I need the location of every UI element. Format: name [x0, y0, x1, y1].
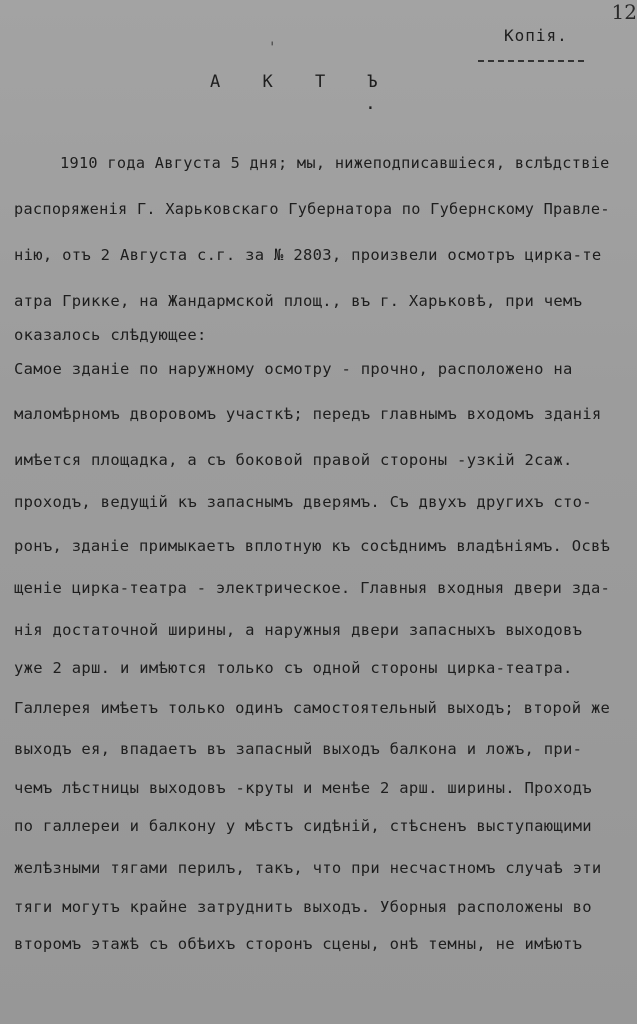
- copy-underline: [478, 60, 584, 62]
- document-title: А К Т Ъ: [210, 72, 394, 92]
- text-line: по галлереи и балкону у мѣстъ сидѣній, стѣсненъ выступающими: [14, 817, 592, 835]
- text-line: 1910 года Августа 5 дня; мы, нижеподписавшіеся, вслѣдствіе: [60, 154, 610, 172]
- text-line: оказалось слѣдующее:: [14, 326, 207, 344]
- text-line: нію, отъ 2 Августа с.г. за № 2803, произвели осмотръ цирка-те: [14, 246, 602, 264]
- text-line: нія достаточной ширины, а наружныя двери запасныхъ выходовъ: [14, 621, 583, 639]
- text-line: второмъ этажѣ съ обѣихъ сторонъ сцены, онѣ темны, не имѣютъ: [14, 935, 583, 953]
- text-line: желѣзными тягами перилъ, такъ, что при несчастномъ случаѣ эти: [14, 859, 602, 877]
- text-line: тяги могутъ крайне затруднить выходъ. Уборныя расположены во: [14, 898, 592, 916]
- text-line: имѣется площадка, а съ боковой правой стороны -узкій 2саж.: [14, 451, 573, 469]
- text-line: ронъ, зданіе примыкаетъ вплотную къ сосѣднимъ владѣніямъ. Освѣ: [14, 537, 611, 555]
- text-line: уже 2 арш. и имѣются только съ одной стороны цирка-театра.: [14, 659, 573, 677]
- text-line: Самое зданіе по наружному осмотру - прочно, расположено на: [14, 360, 573, 378]
- text-line: распоряженія Г. Харьковскаго Губернатора по Губернскому Правле-: [14, 200, 610, 218]
- text-line: выходъ ея, впадаетъ въ запасный выходъ балкона и ложъ, при-: [14, 740, 583, 758]
- ink-tick-mark: ': [268, 40, 277, 56]
- text-line: атра Грикке, на Жандармской площ., въ г. Харьковѣ, при чемъ: [14, 292, 583, 310]
- text-line: маломѣрномъ дворовомъ участкѣ; передъ главнымъ входомъ зданія: [14, 405, 602, 423]
- copy-label: Копія.: [504, 26, 568, 45]
- page-number-mark: 12: [611, 0, 637, 24]
- text-line: проходъ, ведущій къ запаснымъ дверямъ. Съ двухъ другихъ сто-: [14, 493, 592, 511]
- text-line: щеніе цирка-театра - электрическое. Главныя входныя двери зда-: [14, 579, 611, 597]
- text-line: Галлерея имѣетъ только одинъ самостоятельный выходъ; второй же: [14, 699, 611, 717]
- text-line: чемъ лѣстницы выходовъ -круты и менѣе 2 арш. ширины. Проходъ: [14, 779, 592, 797]
- title-dot: .: [365, 93, 376, 114]
